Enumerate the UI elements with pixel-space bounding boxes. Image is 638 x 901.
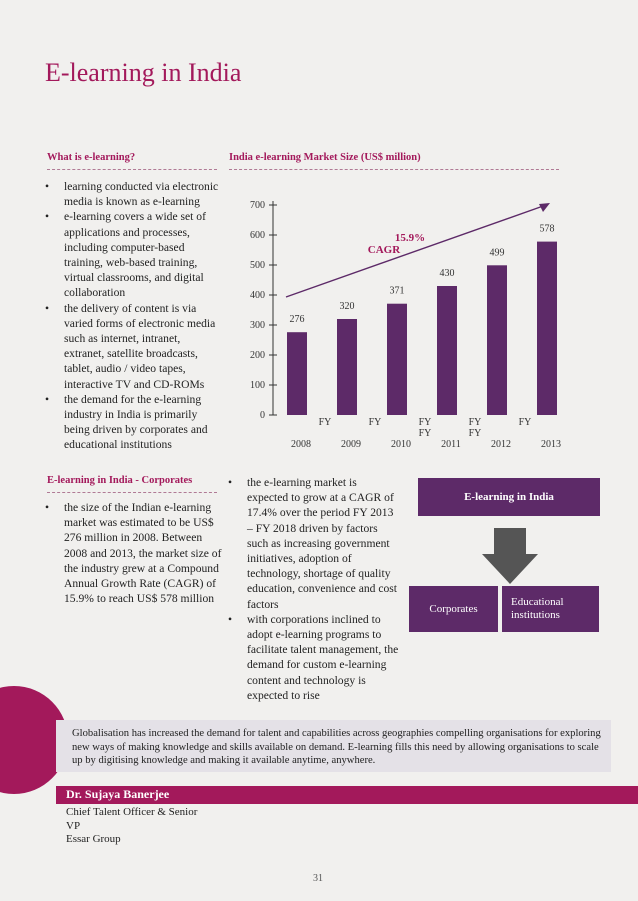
list-item: • e-learning covers a wide set of applications and processes, including computer-based training, web-based training, virtual classrooms, and digital collaboration [45, 209, 220, 300]
chart-title: India e-learning Market Size (US$ million) [229, 152, 421, 163]
bar [337, 319, 357, 415]
flow-box-corporates: Corporates [409, 586, 498, 632]
bar-value-label: 430 [439, 268, 455, 279]
author-role-line: VP [66, 819, 81, 832]
divider [47, 169, 217, 170]
y-tick-label: 700 [250, 200, 265, 211]
list-item: • the demand for the e-learning industry in India is primarily being driven by corporates and educational institutions [45, 392, 220, 453]
y-tick-label: 600 [250, 230, 265, 241]
flow-box-line: Educational [511, 596, 564, 608]
bar-value-label: 276 [289, 314, 305, 326]
what-is-list [45, 179, 220, 453]
section-heading-corporates: E-learning in India - Corporates [47, 475, 193, 486]
bar-value-label: 320 [339, 301, 355, 312]
author-role-line: Essar Group [66, 833, 121, 846]
x-tick-label-prefix: FY [418, 417, 432, 428]
x-tick-label-prefix: FY [418, 428, 432, 439]
x-tick-label-year: 2009 [341, 439, 361, 450]
author-name: Dr. Sujaya Banerjee [66, 787, 170, 801]
author-role [66, 806, 197, 847]
down-arrow-icon [482, 528, 538, 584]
bar [487, 265, 507, 415]
section-heading-what-is: What is e-learning? [47, 152, 136, 163]
x-tick-label-year: 2013 [541, 439, 561, 450]
x-tick-label-prefix: FY [518, 417, 532, 428]
list-item: • the delivery of content is via varied forms of electronic media such as internet, intranet, extranet, satellite broadcasts, tablet, audio / video tapes, interactive TV and CD-ROMs [45, 301, 220, 392]
bar-value-label: 578 [539, 223, 555, 235]
list-item: • the size of the Indian e-learning market was estimated to be US$ 276 million in 2008. Between 2008 and 2013, the market size of the industry grew at a Compound Annual Growth Rate (CAGR) of 15.9% to reach US$ 578 million [45, 500, 225, 606]
divider [229, 169, 559, 170]
bar [537, 242, 557, 415]
y-tick-label: 100 [250, 380, 265, 391]
bar-value-label: 499 [489, 247, 505, 259]
y-tick-label: 300 [250, 320, 265, 331]
market-growth-list [228, 475, 400, 703]
bar [387, 304, 407, 415]
page-title: E-learning in India [45, 58, 242, 87]
list-item: • learning conducted via electronic media is known as e-learning [45, 179, 220, 209]
corporates-list [45, 500, 225, 606]
market-size-chart [228, 175, 573, 455]
author-role-line: Chief Talent Officer & Senior [66, 806, 198, 818]
x-tick-label-year: 2011 [441, 439, 461, 450]
y-tick-label: 0 [260, 410, 265, 421]
x-tick-label-year: 2008 [291, 439, 311, 450]
list-item: • the e-learning market is expected to grow at a CAGR of 17.4% over the period FY 2013 – FY 2018 driven by factors such as increasing government initiatives, adoption of technology, shortage of quality education, convenience and cost factors [228, 475, 400, 612]
x-tick-label-prefix: FY [468, 428, 482, 439]
bar-value-label: 371 [389, 285, 405, 297]
flow-box-elearning-india: E-learning in India [418, 478, 600, 516]
x-tick-label-prefix: FY [468, 417, 482, 428]
y-tick-label: 200 [250, 350, 265, 361]
bar [287, 332, 307, 415]
page-number: 31 [313, 873, 323, 884]
cagr-value: 15.9% [394, 232, 426, 244]
x-tick-label-year: 2010 [391, 439, 411, 450]
x-tick-label-prefix: FY [318, 417, 332, 428]
bar [437, 286, 457, 415]
flow-box-line: institutions [511, 609, 560, 621]
divider [47, 492, 217, 493]
x-tick-label-prefix: FY [368, 417, 382, 428]
x-tick-label-year: 2012 [491, 439, 511, 450]
quote-box: Globalisation has increased the demand for talent and capabilities across geographies compelling organisations for exploring new ways of making knowledge and skills available on demand. E-learning fills this need by allowing organisations to scale up by digitising knowledge and making it available anytime, anywhere. [56, 720, 611, 772]
list-item: • with corporations inclined to adopt e-learning programs to facilitate talent management, the demand for custom e-learning content and technology is expected to rise [228, 612, 400, 703]
y-tick-label: 400 [250, 290, 265, 301]
y-tick-label: 500 [250, 260, 265, 271]
flow-box-educational-institutions [502, 586, 599, 632]
cagr-label: CAGR [367, 244, 401, 256]
